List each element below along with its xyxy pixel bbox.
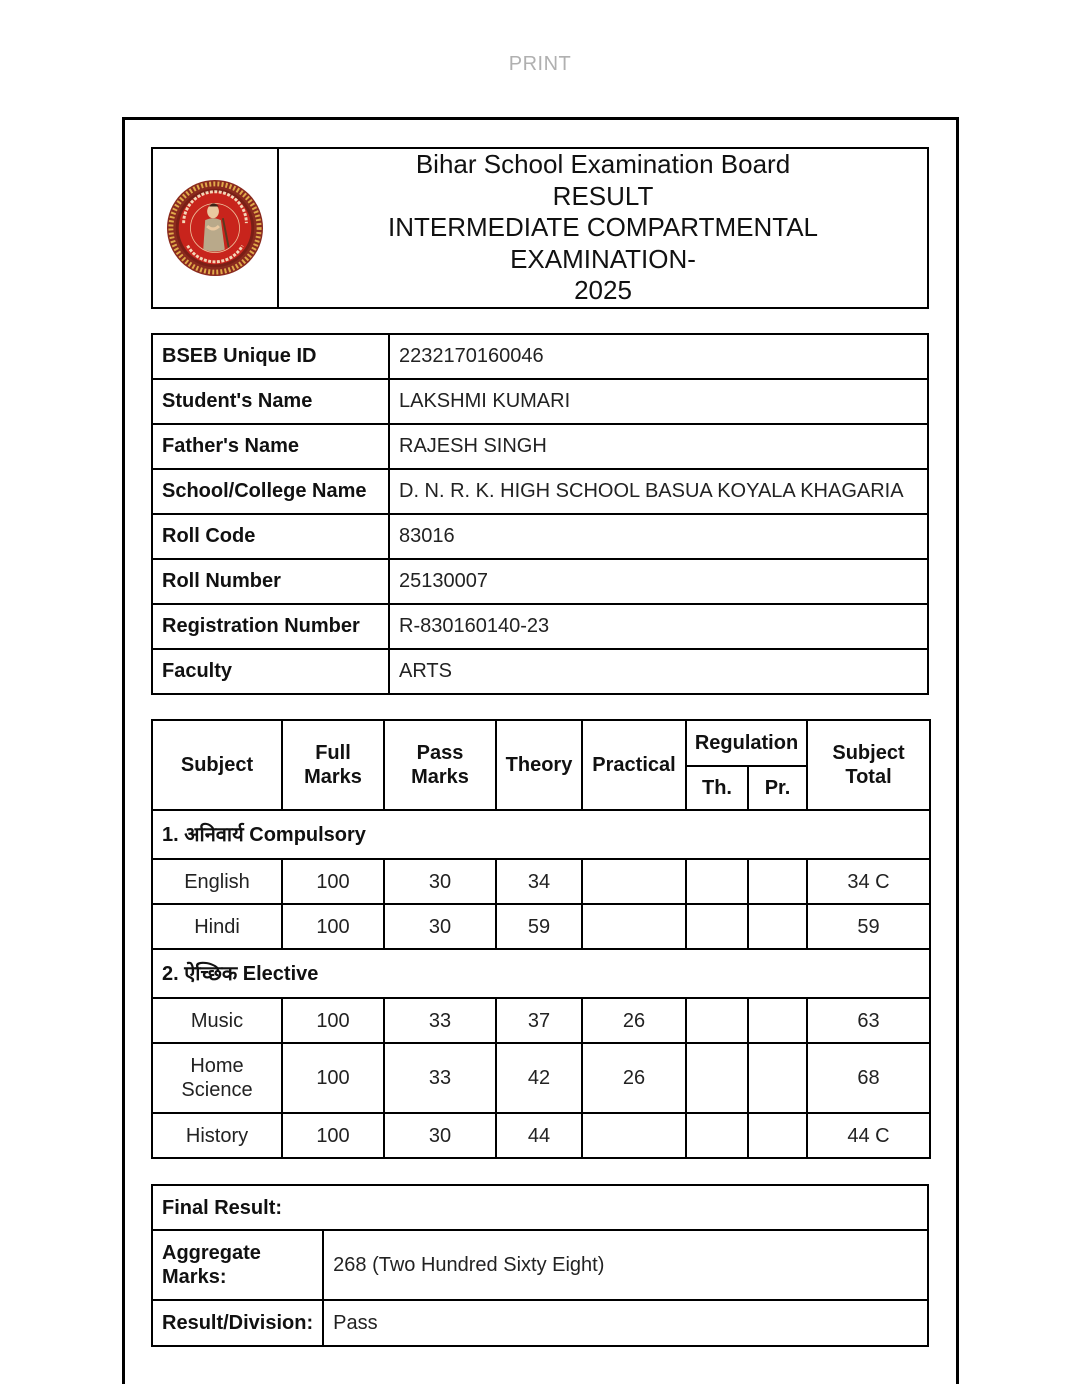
info-label: Student's Name	[152, 379, 389, 424]
cell-subject-total: 34 C	[807, 859, 930, 904]
cell-pass-marks: 30	[384, 859, 496, 904]
marks-table	[151, 719, 931, 1159]
info-row-registration-number	[152, 604, 928, 649]
col-header-subject-total: Subject Total	[807, 720, 930, 810]
info-row-roll-code	[152, 514, 928, 559]
info-value: RAJESH SINGH	[389, 424, 928, 469]
cell-subject-total: 44 C	[807, 1113, 930, 1158]
info-row-father-name	[152, 424, 928, 469]
header-title	[278, 148, 928, 308]
logo-cell	[152, 148, 278, 308]
info-value: 25130007	[389, 559, 928, 604]
cell-theory: 44	[496, 1113, 582, 1158]
cell-reg-theory	[686, 904, 748, 949]
info-row-student-name	[152, 379, 928, 424]
exam-year: 2025	[574, 275, 632, 305]
cell-reg-theory	[686, 1043, 748, 1113]
col-header-full-marks: Full Marks	[282, 720, 384, 810]
table-row	[152, 1113, 930, 1158]
final-result-heading-row	[152, 1185, 928, 1230]
table-row	[152, 998, 930, 1043]
cell-practical	[582, 859, 686, 904]
info-label: School/College Name	[152, 469, 389, 514]
student-info-table	[151, 333, 929, 695]
cell-theory: 42	[496, 1043, 582, 1113]
info-label: Father's Name	[152, 424, 389, 469]
cell-subject-total: 68	[807, 1043, 930, 1113]
info-value: D. N. R. K. HIGH SCHOOL BASUA KOYALA KHAGARIA	[389, 469, 928, 514]
cell-reg-theory	[686, 998, 748, 1043]
division-row	[152, 1300, 928, 1346]
cell-theory: 59	[496, 904, 582, 949]
cell-theory: 37	[496, 998, 582, 1043]
cell-full-marks: 100	[282, 1113, 384, 1158]
result-title: RESULT	[552, 180, 654, 211]
bseb-seal-logo-icon	[166, 179, 264, 277]
info-value: 2232170160046	[389, 334, 928, 379]
marks-header-row	[152, 720, 930, 766]
info-label: Faculty	[152, 649, 389, 694]
info-value: 83016	[389, 514, 928, 559]
division-value: Pass	[323, 1300, 928, 1346]
cell-subject: Music	[152, 998, 282, 1043]
cell-subject-total: 63	[807, 998, 930, 1043]
col-header-theory: Theory	[496, 720, 582, 810]
col-header-regulation: Regulation	[686, 720, 807, 766]
print-button[interactable]: PRINT	[508, 53, 572, 75]
final-result-heading: Final Result:	[152, 1185, 928, 1230]
cell-subject-total: 59	[807, 904, 930, 949]
cell-practical: 26	[582, 1043, 686, 1113]
cell-subject: History	[152, 1113, 282, 1158]
result-header	[151, 147, 929, 309]
cell-reg-practical	[748, 998, 807, 1043]
section-title: 2. ऐच्छिक Elective	[152, 949, 930, 998]
col-header-pass-marks: Pass Marks	[384, 720, 496, 810]
info-row-unique-id	[152, 334, 928, 379]
cell-subject: Hindi	[152, 904, 282, 949]
table-row	[152, 1043, 930, 1113]
col-header-reg-theory: Th.	[686, 766, 748, 810]
info-row-faculty	[152, 649, 928, 694]
info-label: Roll Number	[152, 559, 389, 604]
aggregate-value: 268 (Two Hundred Sixty Eight)	[323, 1230, 928, 1300]
cell-practical	[582, 1113, 686, 1158]
info-row-roll-number	[152, 559, 928, 604]
cell-reg-practical	[748, 859, 807, 904]
aggregate-label: Aggregate Marks:	[152, 1230, 323, 1300]
info-label: Roll Code	[152, 514, 389, 559]
cell-practical	[582, 904, 686, 949]
table-row	[152, 904, 930, 949]
info-value: ARTS	[389, 649, 928, 694]
info-row-school-name	[152, 469, 928, 514]
section-title: 1. अनिवार्य Compulsory	[152, 810, 930, 859]
cell-reg-practical	[748, 1043, 807, 1113]
cell-full-marks: 100	[282, 1043, 384, 1113]
cell-reg-practical	[748, 1113, 807, 1158]
board-name: Bihar School Examination Board	[415, 149, 791, 179]
cell-practical: 26	[582, 998, 686, 1043]
info-label: Registration Number	[152, 604, 389, 649]
col-header-subject: Subject	[152, 720, 282, 810]
info-label: BSEB Unique ID	[152, 334, 389, 379]
cell-reg-theory	[686, 859, 748, 904]
cell-subject: English	[152, 859, 282, 904]
cell-reg-theory	[686, 1113, 748, 1158]
cell-reg-practical	[748, 904, 807, 949]
cell-pass-marks: 30	[384, 1113, 496, 1158]
exam-name: INTERMEDIATE COMPARTMENTAL EXAMINATION-	[388, 212, 818, 274]
col-header-reg-practical: Pr.	[748, 766, 807, 810]
cell-pass-marks: 30	[384, 904, 496, 949]
info-value: LAKSHMI KUMARI	[389, 379, 928, 424]
table-row	[152, 859, 930, 904]
aggregate-row	[152, 1230, 928, 1300]
final-result-table	[151, 1184, 929, 1347]
cell-full-marks: 100	[282, 859, 384, 904]
cell-theory: 34	[496, 859, 582, 904]
info-value: R-830160140-23	[389, 604, 928, 649]
section-row-compulsory	[152, 810, 930, 859]
col-header-practical: Practical	[582, 720, 686, 810]
cell-full-marks: 100	[282, 904, 384, 949]
cell-pass-marks: 33	[384, 1043, 496, 1113]
cell-full-marks: 100	[282, 998, 384, 1043]
cell-pass-marks: 33	[384, 998, 496, 1043]
section-row-elective	[152, 949, 930, 998]
cell-subject: Home Science	[152, 1043, 282, 1113]
division-label: Result/Division:	[152, 1300, 323, 1346]
